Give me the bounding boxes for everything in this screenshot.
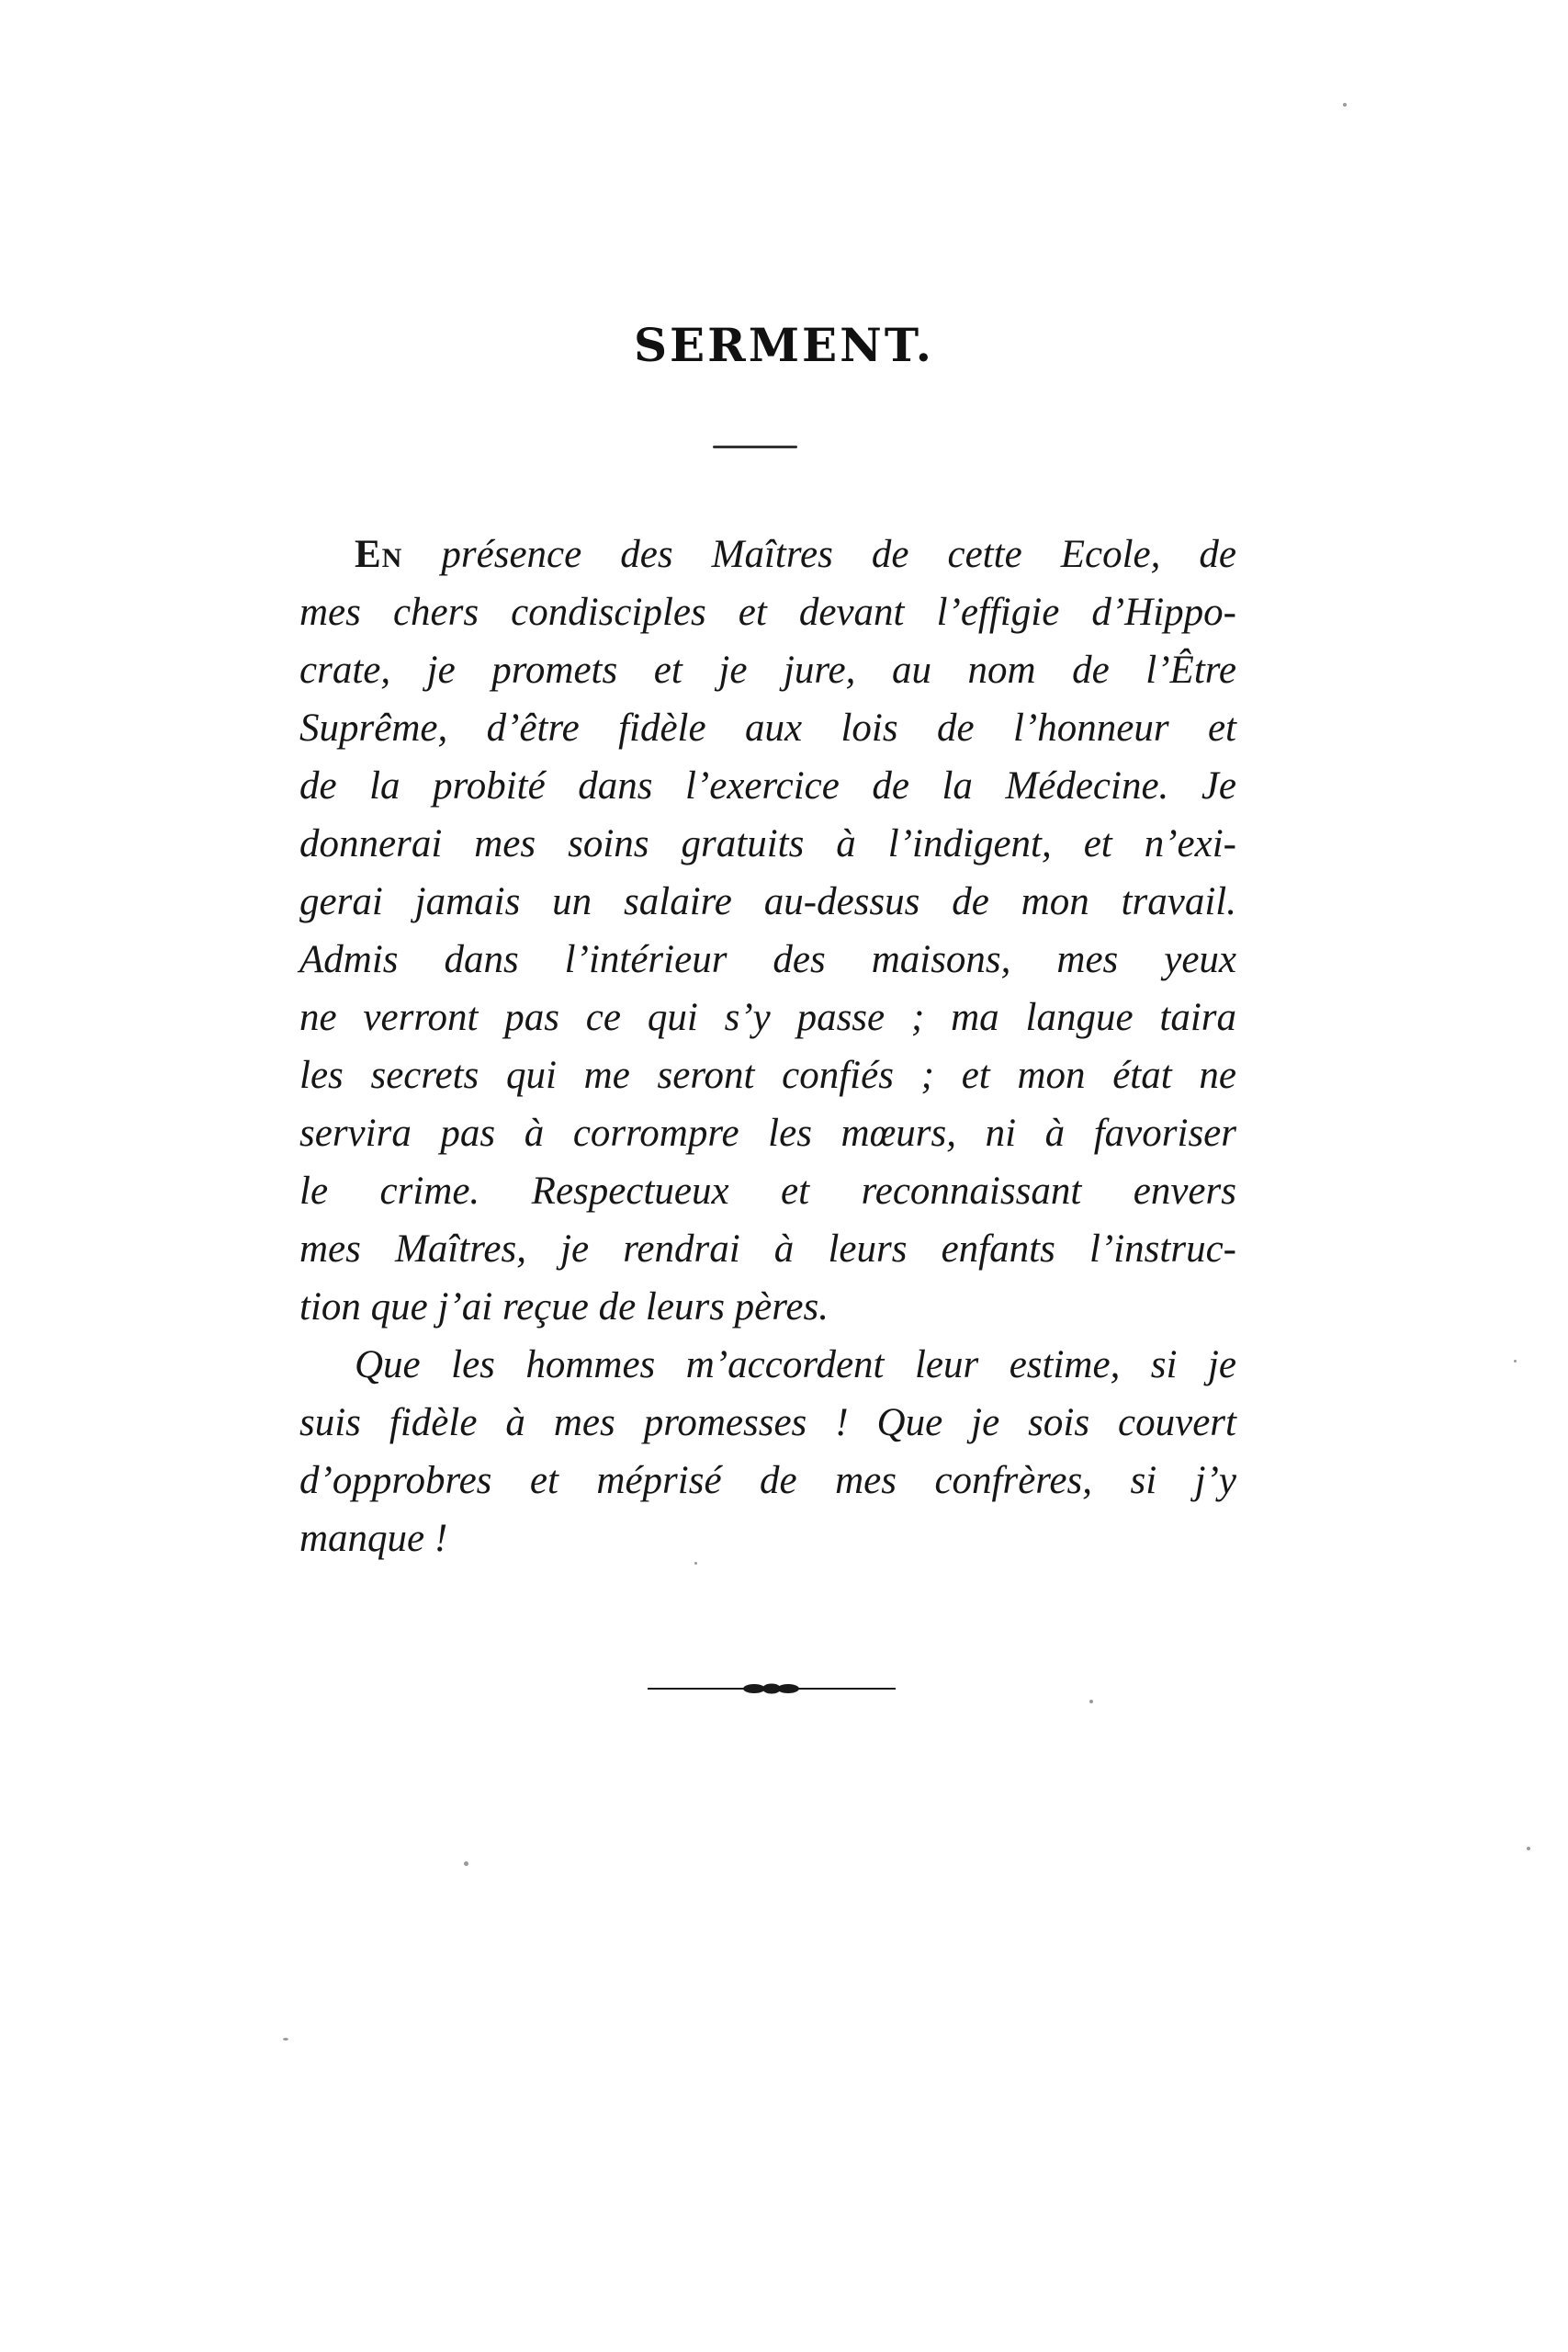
text-line: manque ! (299, 1517, 448, 1560)
paper-speck (1343, 103, 1347, 107)
text-line: les secrets qui me seront confiés ; et mon état ne (299, 1054, 1236, 1097)
text-line: donnerai mes soins gratuits à l’indigent, et n’exi- (299, 822, 1236, 865)
paper-speck (1527, 1847, 1530, 1850)
paper-speck (1514, 1360, 1517, 1363)
text-line: Que les hommes m’accordent leur estime, si je (355, 1343, 1236, 1386)
title-divider (713, 446, 797, 448)
text-line: de la probité dans l’exercice de la Médecine. Je (299, 764, 1236, 808)
oath-text (299, 526, 1236, 1567)
text-line: suis fidèle à mes promesses ! Que je sois couvert (299, 1401, 1236, 1444)
text-line: mes chers condisciples et devant l’effigie d’Hippo- (299, 591, 1236, 634)
drop-cap-word: En (355, 533, 403, 576)
closing-ornament-rule (648, 1679, 896, 1698)
text-line: d’opprobres et méprisé de mes confrères, si j’y (299, 1459, 1236, 1502)
text-line: gerai jamais un salaire au-dessus de mon travail. (299, 880, 1236, 923)
page-title: SERMENT. (633, 318, 935, 372)
text-line: mes Maîtres, je rendrai à leurs enfants l’instruc- (299, 1227, 1236, 1271)
paper-speck (694, 1562, 697, 1565)
text-line: crate, je promets et je jure, au nom de l’Être (299, 649, 1236, 692)
text-line: ne verront pas ce qui s’y passe ; ma langue taira (299, 996, 1236, 1039)
paper-speck (1089, 1700, 1093, 1703)
text-line: Suprême, d’être fidèle aux lois de l’honneur et (299, 707, 1236, 750)
paper-speck (283, 2038, 288, 2041)
text-line: le crime. Respectueux et reconnaissant envers (299, 1170, 1236, 1213)
paper-speck (464, 1861, 468, 1866)
text-line: servira pas à corrompre les mœurs, ni à favoriser (299, 1112, 1236, 1155)
text-line: Admis dans l’intérieur des maisons, mes yeux (299, 938, 1236, 981)
text-line: tion que j’ai reçue de leurs pères. (299, 1285, 829, 1329)
text-line: En présence des Maîtres de cette Ecole, de (355, 533, 1236, 576)
